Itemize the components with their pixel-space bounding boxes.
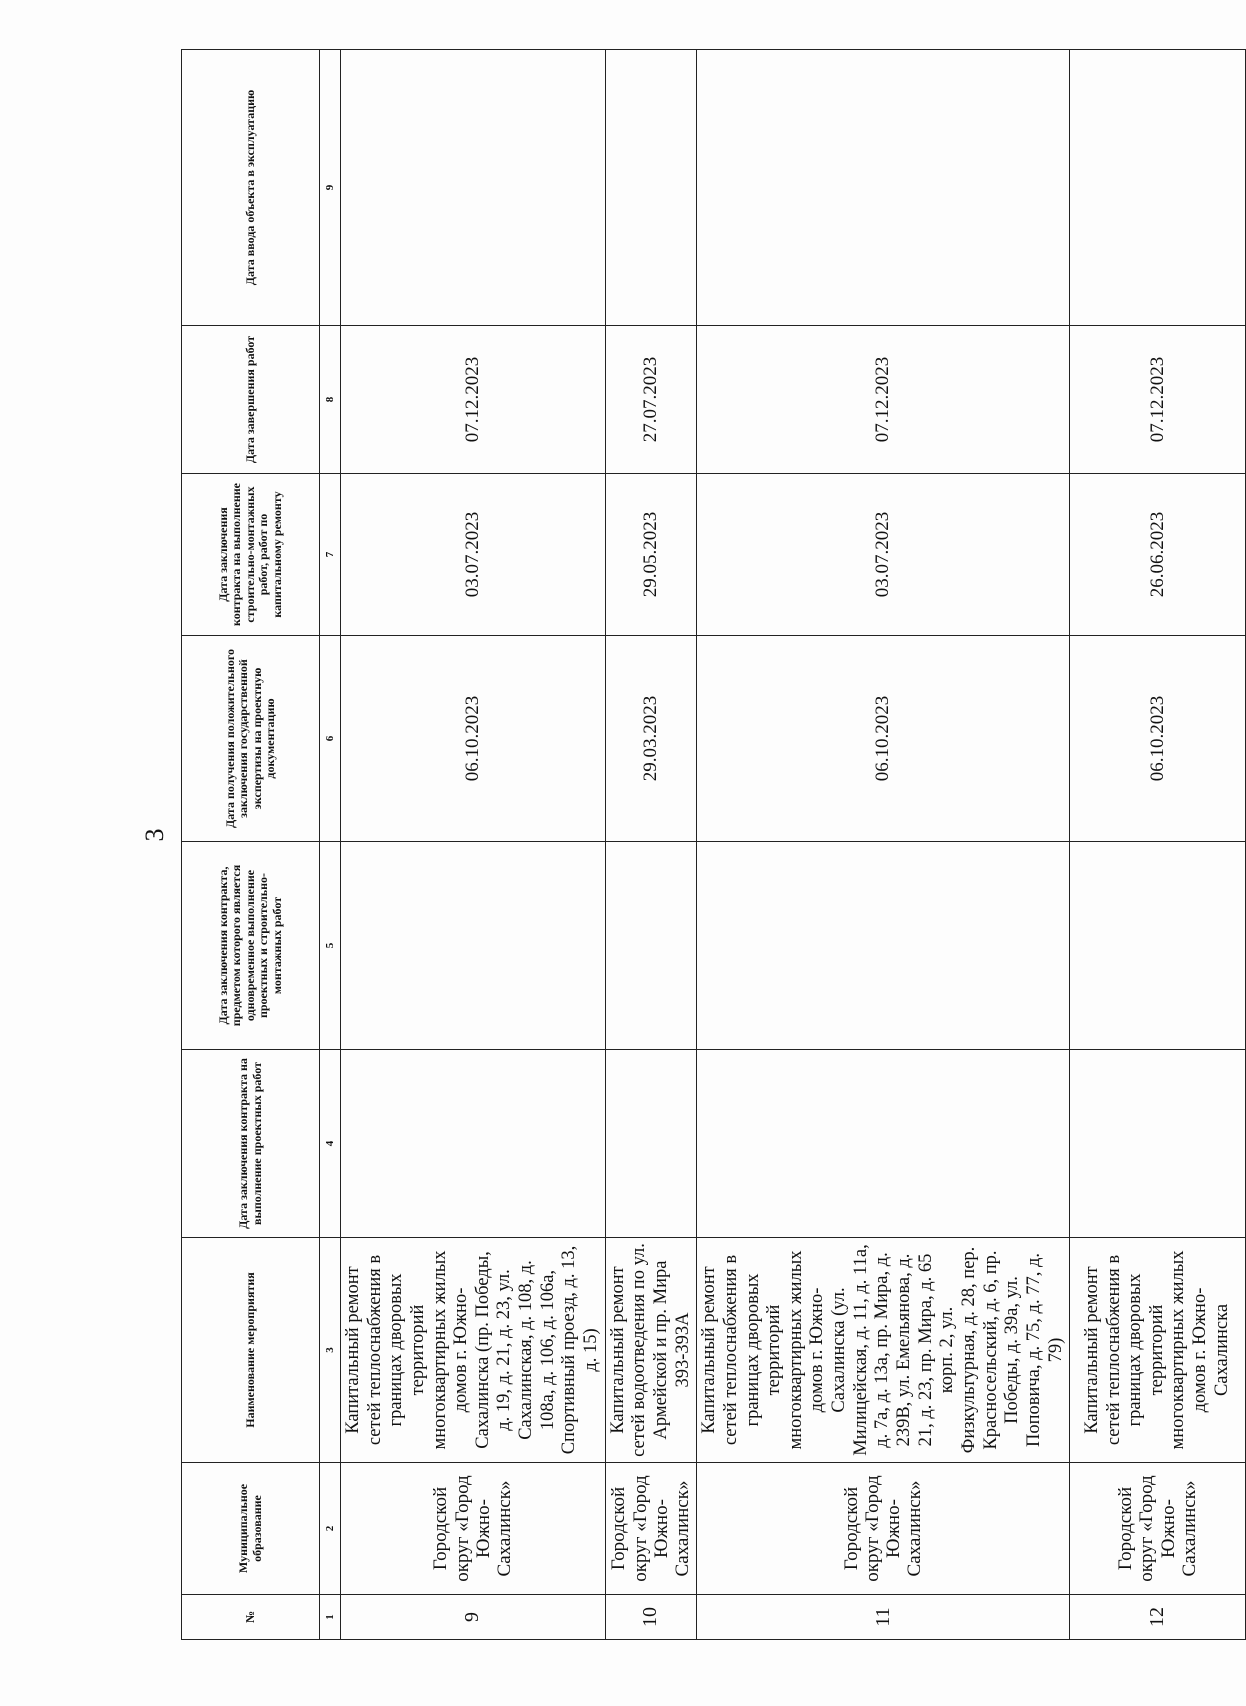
row-number: 9 — [341, 1595, 606, 1640]
table-row — [341, 50, 606, 1640]
column-number: 6 — [320, 636, 341, 842]
combined-contract-date-cell — [697, 842, 1070, 1050]
row-number: 10 — [605, 1595, 697, 1640]
completion-date-cell: 07.12.2023 — [1070, 326, 1246, 474]
event-name-cell: Капитальный ремонт сетей теплоснабжения в границах дворовых территорий многоквартирных жилых домов г. Южно-Сахалинска — [1070, 1238, 1246, 1463]
expertise-date-cell: 06.10.2023 — [1070, 636, 1246, 842]
column-number: 8 — [320, 326, 341, 474]
header-commissioning-date: Дата ввода объекта в эксплуатацию — [182, 50, 320, 326]
header-construction-contract-date: Дата заключения контракта на выполнение строительно-монтажных работ, работ по капитальному ремонту — [182, 474, 320, 636]
design-contract-date-cell — [341, 1050, 606, 1238]
combined-contract-date-cell — [341, 842, 606, 1050]
header-design-contract-date: Дата заключения контракта на выполнение проектных работ — [182, 1050, 320, 1238]
expertise-date-cell: 29.03.2023 — [605, 636, 697, 842]
expertise-date-cell: 06.10.2023 — [341, 636, 606, 842]
row-number: 11 — [697, 1595, 1070, 1640]
header-municipality: Муниципальное образование — [182, 1463, 320, 1595]
event-name-cell: Капитальный ремонт сетей водоотведения по ул. Армейской и пр. Мира 393-393А — [605, 1238, 697, 1463]
rotated-table-wrapper — [181, 50, 1232, 1640]
column-number: 2 — [320, 1463, 341, 1595]
column-number: 7 — [320, 474, 341, 636]
commissioning-date-cell — [605, 50, 697, 326]
combined-contract-date-cell — [1070, 842, 1246, 1050]
construction-contract-date-cell: 29.05.2023 — [605, 474, 697, 636]
commissioning-date-cell — [1070, 50, 1246, 326]
column-number-row — [320, 50, 341, 1640]
municipality-cell: Городской округ «Город Южно-Сахалинск» — [341, 1463, 606, 1595]
column-number: 4 — [320, 1050, 341, 1238]
event-name-cell: Капитальный ремонт сетей теплоснабжения в границах дворовых территорий многоквартирных жилых домов г. Южно-Сахалинска (ул. Милицейская, д. 11, д. 11а, д. 7а, д. 13а, пр. Мира, д. 239В, ул. Емельянова, д. 21, д. 23, пр. Мира, д. 65 корп. 2, ул. Физкультурная, д. 28, пер. Красносельский, д. 6, пр. Победы, д. 39а, ул. Поповича, д. 75, д. 77, д. 79) — [697, 1238, 1070, 1463]
header-event-name: Наименование мероприятия — [182, 1238, 320, 1463]
event-name-cell: Капитальный ремонт сетей теплоснабжения в границах дворовых территорий многоквартирных жилых домов г. Южно-Сахалинска (пр. Победы, д. 19, д. 21, д. 23, ул. Сахалинская, д. 108, д. 108а, д. 106, д. 106а, Спортивный проезд, д. 13, д. 15) — [341, 1238, 606, 1463]
municipality-cell: Городской округ «Город Южно-Сахалинск» — [605, 1463, 697, 1595]
schedule-table — [181, 49, 1246, 1640]
table-row — [1070, 50, 1246, 1640]
combined-contract-date-cell — [605, 842, 697, 1050]
construction-contract-date-cell: 03.07.2023 — [341, 474, 606, 636]
table-row — [605, 50, 697, 1640]
column-number: 1 — [320, 1595, 341, 1640]
column-number: 9 — [320, 50, 341, 326]
commissioning-date-cell — [697, 50, 1070, 326]
header-no: № — [182, 1595, 320, 1640]
column-number: 3 — [320, 1238, 341, 1463]
completion-date-cell: 07.12.2023 — [341, 326, 606, 474]
design-contract-date-cell — [697, 1050, 1070, 1238]
table-row — [697, 50, 1070, 1640]
header-completion-date: Дата завершения работ — [182, 326, 320, 474]
commissioning-date-cell — [341, 50, 606, 326]
page-number: 3 — [140, 828, 169, 842]
design-contract-date-cell — [605, 1050, 697, 1238]
construction-contract-date-cell: 26.06.2023 — [1070, 474, 1246, 636]
construction-contract-date-cell: 03.07.2023 — [697, 474, 1070, 636]
column-number: 5 — [320, 842, 341, 1050]
row-number: 12 — [1070, 1595, 1246, 1640]
completion-date-cell: 07.12.2023 — [697, 326, 1070, 474]
municipality-cell: Городской округ «Город Южно-Сахалинск» — [1070, 1463, 1246, 1595]
header-combined-contract-date: Дата заключения контракта, предметом которого является одновременное выполнение проектных и строительно-монтажных работ — [182, 842, 320, 1050]
header-row — [182, 50, 320, 1640]
expertise-date-cell: 06.10.2023 — [697, 636, 1070, 842]
header-expertise-date: Дата получения положительного заключения государственной экспертизы на проектную документацию — [182, 636, 320, 842]
municipality-cell: Городской округ «Город Южно-Сахалинск» — [697, 1463, 1070, 1595]
completion-date-cell: 27.07.2023 — [605, 326, 697, 474]
design-contract-date-cell — [1070, 1050, 1246, 1238]
